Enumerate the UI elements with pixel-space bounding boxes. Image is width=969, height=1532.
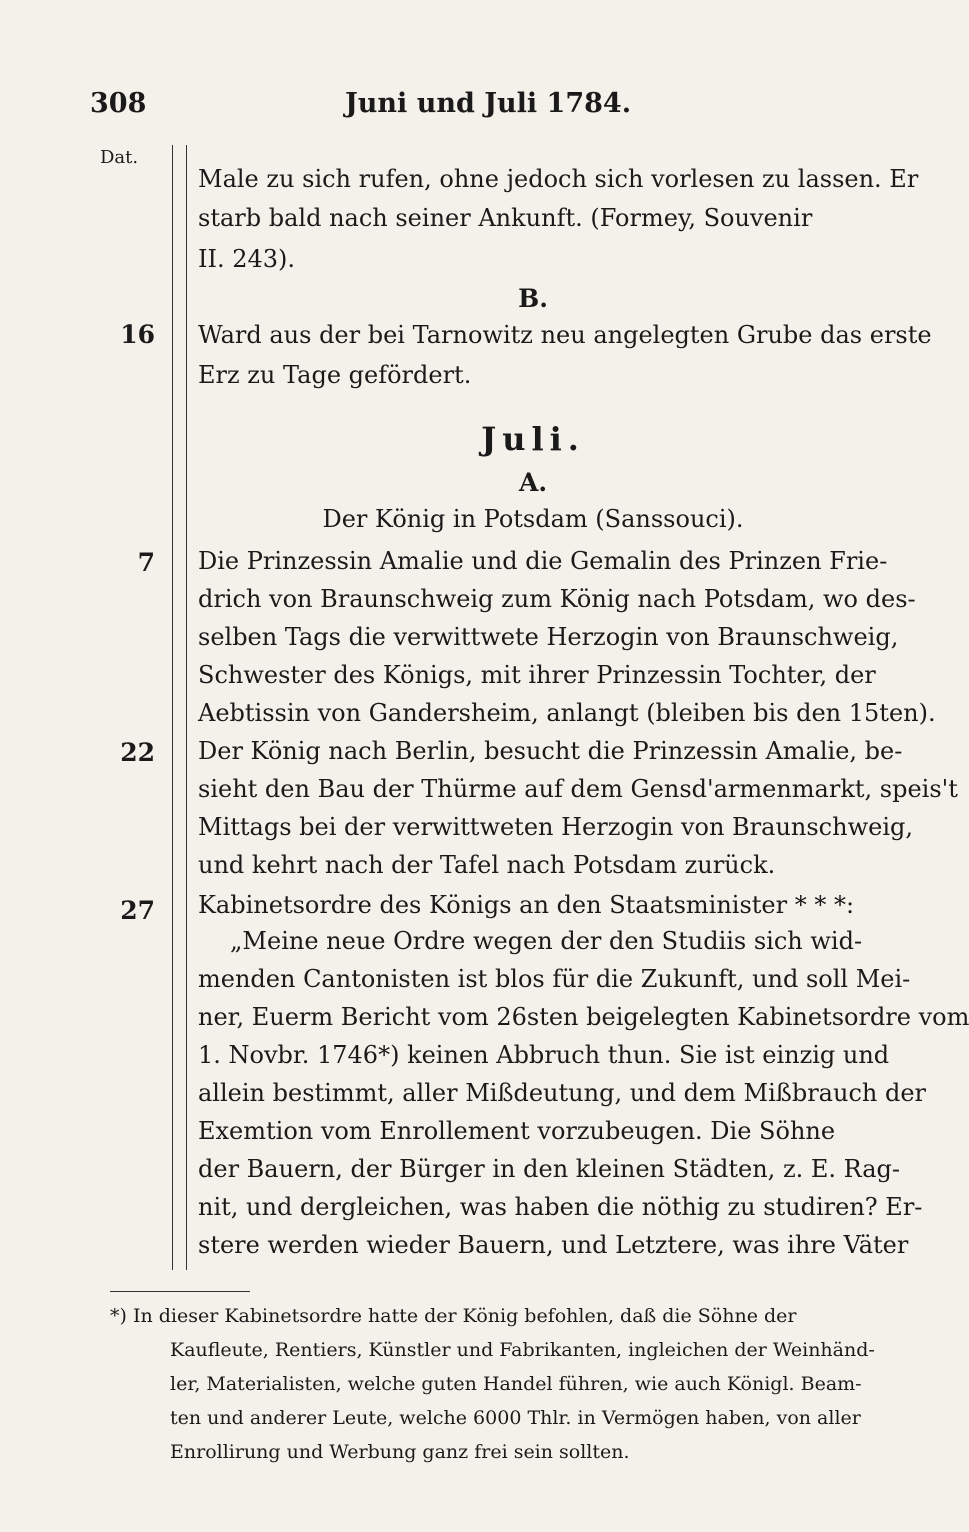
text-line: „Meine neue Ordre wegen der den Studiis sich wid-: [230, 927, 863, 955]
footnote-line: Kaufleute, Rentiers, Künstler und Fabrikanten, ingleichen der Weinhänd-: [170, 1339, 875, 1361]
text-line: Mittags bei der verwittweten Herzogin von Braunschweig,: [198, 813, 913, 841]
running-title: Juni und Juli 1784.: [345, 88, 632, 119]
date-column-label: Dat.: [100, 147, 139, 168]
text-line: drich von Braunschweig zum König nach Potsdam, wo des-: [198, 585, 916, 613]
text-line: Der König nach Berlin, besucht die Prinzessin Amalie, be-: [198, 737, 903, 765]
date-column-rule: [172, 145, 173, 1270]
text-line: allein bestimmt, aller Mißdeutung, und dem Mißbrauch der: [198, 1079, 927, 1107]
page-number: 308: [90, 88, 147, 119]
text-line: stere werden wieder Bauern, und Letztere, was ihre Väter: [198, 1231, 909, 1259]
text-line: menden Cantonisten ist blos für die Zukunft, und soll Mei-: [198, 965, 911, 993]
text-line: Male zu sich rufen, ohne jedoch sich vorlesen zu lassen. Er: [198, 165, 919, 193]
date-column-rule-inner: [186, 145, 187, 1270]
entry-date: 7: [137, 548, 155, 577]
section-heading-a: A.: [518, 468, 548, 497]
page-header: [0, 88, 900, 128]
text-line: Erz zu Tage gefördert.: [198, 361, 472, 389]
text-line: selben Tags die verwittwete Herzogin von Braunschweig,: [198, 623, 899, 651]
entry-date: 16: [120, 320, 155, 349]
text-line: der Bauern, der Bürger in den kleinen Städten, z. E. Rag-: [198, 1155, 901, 1183]
text-line: Schwester des Königs, mit ihrer Prinzessin Tochter, der: [198, 661, 876, 689]
text-line: Die Prinzessin Amalie und die Gemalin des Prinzen Frie-: [198, 547, 888, 575]
text-line: II. 243).: [198, 245, 296, 273]
text-line: sieht den Bau der Thürme auf dem Gensd'armenmarkt, speis't: [198, 775, 958, 803]
text-line: Aebtissin von Gandersheim, anlangt (bleiben bis den 15ten).: [198, 699, 936, 727]
section-heading-b: B.: [518, 284, 548, 313]
footnote-line: ten und anderer Leute, welche 6000 Thlr. in Vermögen haben, von aller: [170, 1407, 861, 1429]
footnote-line: *) In dieser Kabinetsordre hatte der König befohlen, daß die Söhne der: [110, 1305, 797, 1327]
text-line: Ward aus der bei Tarnowitz neu angelegten Grube das erste: [198, 321, 932, 349]
text-line: und kehrt nach der Tafel nach Potsdam zurück.: [198, 851, 776, 879]
section-subheading: Der König in Potsdam (Sanssouci).: [322, 505, 744, 533]
text-line: 1. Novbr. 1746*) keinen Abbruch thun. Sie ist einzig und: [198, 1041, 890, 1069]
entry-date: 22: [120, 738, 155, 767]
text-line: ner, Euerm Bericht vom 26sten beigelegten Kabinetsordre vom: [198, 1003, 969, 1031]
entry-date: 27: [120, 896, 155, 925]
text-line: starb bald nach seiner Ankunft. (Formey, Souvenir: [198, 204, 813, 232]
footnote-line: Enrollirung und Werbung ganz frei sein sollten.: [170, 1441, 630, 1463]
footnote-rule: [110, 1291, 250, 1292]
month-heading: Juli.: [481, 420, 585, 458]
text-line: Exemtion vom Enrollement vorzubeugen. Die Söhne: [198, 1117, 836, 1145]
footnote-line: ler, Materialisten, welche guten Handel führen, wie auch Königl. Beam-: [170, 1373, 862, 1395]
text-line: nit, und dergleichen, was haben die nöthig zu studiren? Er-: [198, 1193, 923, 1221]
text-line: Kabinetsordre des Königs an den Staatsminister * * *:: [198, 891, 855, 919]
